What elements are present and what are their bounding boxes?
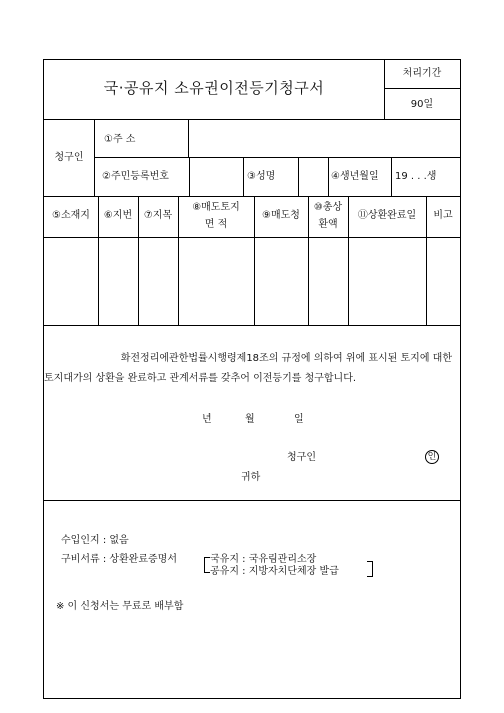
resident-number-field[interactable] xyxy=(190,158,242,195)
cell-selling-office[interactable] xyxy=(255,238,307,324)
column-remarks: 비고 xyxy=(433,210,453,221)
column-location: ⑤소재지 xyxy=(52,210,90,221)
resident-number-label: ②주민등록번호 xyxy=(102,171,169,182)
name-field[interactable] xyxy=(299,158,327,195)
divider xyxy=(44,325,460,326)
column-total-line2: 환액 xyxy=(318,219,338,230)
column-total-line1: ⑩총상 xyxy=(313,202,343,213)
divider xyxy=(94,157,460,158)
claimant-section-label: 청구인 xyxy=(54,152,84,163)
cell-location[interactable] xyxy=(45,238,97,324)
divider xyxy=(391,157,392,196)
birth-date-field[interactable]: 19 . . .생 xyxy=(395,171,437,182)
documents-public-land: 공유지 : 지방자치단체장 발급 xyxy=(210,566,339,577)
divider xyxy=(44,196,460,197)
column-area-line1: ⑧매도토지 xyxy=(192,202,240,213)
cell-completion-date[interactable] xyxy=(349,238,425,324)
divider xyxy=(243,157,244,196)
divider xyxy=(44,500,460,501)
seal-mark[interactable] xyxy=(425,450,439,464)
column-area-line2: 면 적 xyxy=(204,219,228,230)
cell-land-type[interactable] xyxy=(139,238,177,324)
seal-label: 인 xyxy=(427,452,437,462)
free-distribution-note: ※ 이 신청서는 무료로 배부함 xyxy=(56,601,184,612)
processing-period-value: 90일 xyxy=(410,99,434,110)
date-day: 일 xyxy=(294,414,304,425)
date-year: 년 xyxy=(202,414,212,425)
addressee-label: 귀하 xyxy=(241,472,261,483)
name-label: ③성명 xyxy=(247,171,276,182)
divider xyxy=(328,157,329,196)
required-documents-label: 구비서류 : 상환완료증명서 xyxy=(61,554,177,565)
cell-lot-number[interactable] xyxy=(99,238,137,324)
cell-remarks[interactable] xyxy=(427,238,459,324)
revenue-stamp-note: 수입인지 : 없음 xyxy=(61,535,129,546)
address-label: ①주 소 xyxy=(104,134,136,145)
birth-date-label: ④생년월일 xyxy=(331,171,379,182)
address-field[interactable] xyxy=(189,120,459,156)
column-land-type: ⑦지목 xyxy=(143,210,173,221)
signer-label: 청구인 xyxy=(287,452,316,463)
cell-area[interactable] xyxy=(179,238,253,324)
cell-total[interactable] xyxy=(309,238,347,324)
bracket-right xyxy=(367,561,373,577)
column-lot-number: ⑥지번 xyxy=(103,210,133,221)
statement-line-1: 화전정리에관한법률시행령제18조의 규정에 의하여 위에 표시된 토지에 대한 xyxy=(120,353,452,364)
processing-period-label: 처리기간 xyxy=(402,68,442,79)
form-title: 국·공유지 소유권이전등기청구서 xyxy=(103,79,325,97)
claim-form xyxy=(43,59,461,699)
documents-national-land: 국유지 : 국유림관리소장 xyxy=(210,554,317,565)
column-completion-date: ⑪상환완료일 xyxy=(357,210,417,221)
column-selling-office: ⑨매도청 xyxy=(262,210,300,221)
divider xyxy=(384,88,460,89)
statement-line-2: 토지대가의 상환을 완료하고 관계서류를 갖추어 이전등기를 청구합니다. xyxy=(44,373,357,384)
date-month: 월 xyxy=(245,414,255,425)
